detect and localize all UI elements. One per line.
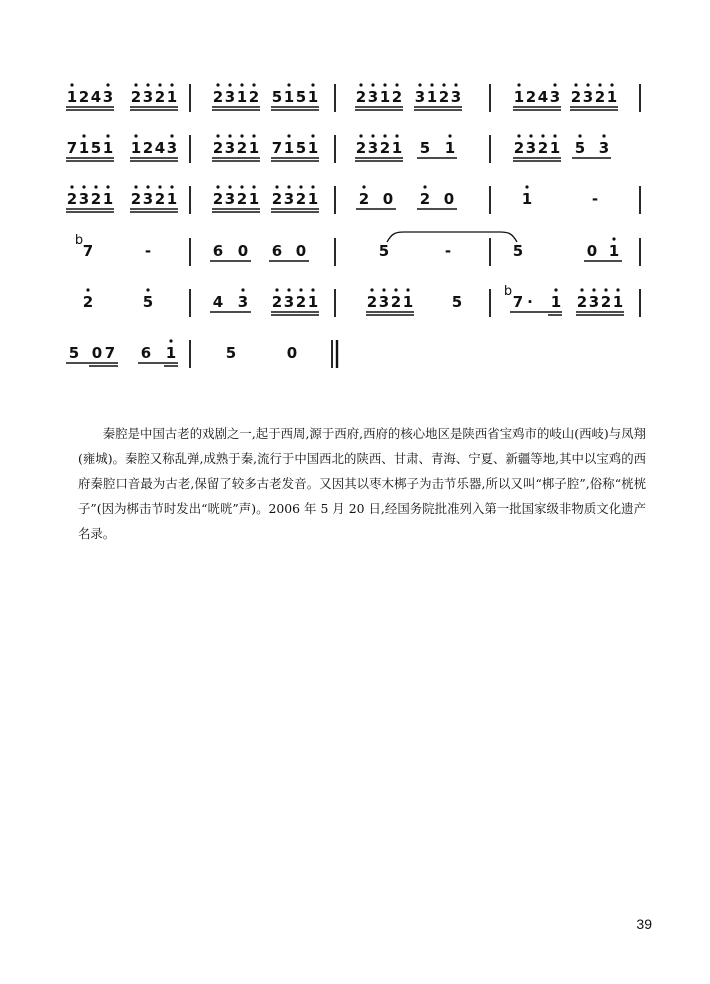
jianpu-note: 4: [537, 88, 549, 106]
octave-dot: [169, 339, 172, 342]
jianpu-note: 3: [166, 139, 178, 157]
jianpu-note: 1: [379, 88, 391, 106]
jianpu-note: -: [591, 190, 599, 208]
jianpu-note: 3: [102, 88, 114, 106]
octave-dot: [362, 185, 365, 188]
jianpu-note: 3: [283, 293, 295, 311]
octave-dot: [616, 288, 619, 291]
jianpu-note: 5: [90, 139, 102, 157]
octave-dot: [383, 134, 386, 137]
jianpu-note: 1: [307, 139, 319, 157]
jianpu-note: 3: [237, 293, 249, 311]
jianpu-note: 5: [574, 139, 586, 157]
octave-dot: [517, 134, 520, 137]
octave-dot: [580, 288, 583, 291]
octave-dot: [252, 134, 255, 137]
jianpu-note: 1: [66, 88, 78, 106]
jianpu-note: 2: [391, 88, 403, 106]
octave-dot: [371, 134, 374, 137]
octave-dot: [382, 288, 385, 291]
jianpu-note: 3: [582, 88, 594, 106]
jianpu-note: 2: [212, 190, 224, 208]
jianpu-note: 1: [283, 139, 295, 157]
octave-dot: [442, 83, 445, 86]
jianpu-note: 2: [78, 88, 90, 106]
intro-paragraph: 秦腔是中国古老的戏剧之一,起于西周,源于西府,西府的核心地区是陕西省宝鸡市的岐山(西岐)与凤翔(雍城)。秦腔又称乱弹,成熟于秦,流行于中国西北的陕西、甘肃、青海、宁夏、新疆等地,其中以宝鸡的西府秦腔口音最为古老,保留了较多古老发音。又因其以枣木梆子为击节乐器,所以又叫“梆子腔”,俗称“桄桄子”(因为梆击节时发出“咣咣”声)。2006 年 5 月 20 日,经国务院批准列入第一批国家级非物质文化遗产名录。: [78, 426, 646, 541]
jianpu-note: 2: [295, 293, 307, 311]
jianpu-note: 1: [236, 88, 248, 106]
jianpu-note: 4: [154, 139, 166, 157]
jianpu-note: -: [444, 242, 452, 260]
jianpu-note: 3: [283, 190, 295, 208]
jianpu-note: 2: [212, 139, 224, 157]
jianpu-note: 1: [283, 88, 295, 106]
jianpu-note: 3: [142, 190, 154, 208]
jianpu-note: 0: [91, 344, 103, 362]
jianpu-note: 2: [570, 88, 582, 106]
jianpu-note: 1: [549, 139, 561, 157]
octave-dot: [299, 288, 302, 291]
octave-dot: [541, 134, 544, 137]
jianpu-note: 5: [419, 139, 431, 157]
jianpu-note: 7: [66, 139, 78, 157]
jianpu-note: 5: [378, 242, 390, 260]
jianpu-score: [0, 0, 710, 380]
octave-dot: [287, 83, 290, 86]
octave-dot: [395, 83, 398, 86]
jianpu-note: 5: [512, 242, 524, 260]
octave-dot: [134, 83, 137, 86]
jianpu-note: 2: [142, 139, 154, 157]
jianpu-note: 2: [576, 293, 588, 311]
octave-dot: [418, 83, 421, 86]
octave-dot: [311, 134, 314, 137]
jianpu-note: 1: [165, 344, 177, 362]
octave-dot: [106, 134, 109, 137]
jianpu-note: 1: [307, 88, 319, 106]
jianpu-note: 3: [588, 293, 600, 311]
octave-dot: [554, 288, 557, 291]
jianpu-note: 1: [78, 139, 90, 157]
octave-dot: [146, 288, 149, 291]
flat-sign: b: [74, 233, 84, 248]
octave-dot: [82, 134, 85, 137]
jianpu-note: 1: [608, 242, 620, 260]
octave-dot: [158, 83, 161, 86]
jianpu-note: -: [144, 242, 152, 260]
jianpu-note: 2: [130, 190, 142, 208]
tie-arc: [387, 232, 517, 242]
jianpu-note: 2: [390, 293, 402, 311]
octave-dot: [553, 83, 556, 86]
jianpu-note: 5: [271, 88, 283, 106]
octave-dot: [406, 288, 409, 291]
octave-dot: [134, 134, 137, 137]
jianpu-note: 3: [414, 88, 426, 106]
octave-dot: [228, 83, 231, 86]
octave-dot: [170, 83, 173, 86]
octave-dot: [94, 185, 97, 188]
jianpu-note: 1: [307, 190, 319, 208]
octave-dot: [216, 134, 219, 137]
octave-dot: [106, 83, 109, 86]
octave-dot: [228, 185, 231, 188]
octave-dot: [602, 134, 605, 137]
jianpu-note: 3: [142, 88, 154, 106]
octave-dot: [70, 185, 73, 188]
jianpu-note: 1: [513, 88, 525, 106]
octave-dot: [287, 288, 290, 291]
jianpu-note: 3: [367, 88, 379, 106]
jianpu-note: 1: [402, 293, 414, 311]
jianpu-note: 3: [78, 190, 90, 208]
octave-dot: [359, 134, 362, 137]
octave-dot: [299, 185, 302, 188]
jianpu-note: 3: [224, 190, 236, 208]
jianpu-note: 5: [68, 344, 80, 362]
jianpu-note: 5: [295, 88, 307, 106]
jianpu-note: 2: [271, 190, 283, 208]
octave-dot: [525, 185, 528, 188]
jianpu-note: 6: [212, 242, 224, 260]
octave-dot: [430, 83, 433, 86]
octave-dot: [604, 288, 607, 291]
octave-dot: [216, 83, 219, 86]
jianpu-note: 1: [606, 88, 618, 106]
jianpu-note: 1: [102, 139, 114, 157]
jianpu-note: 0: [237, 242, 249, 260]
jianpu-note: 5: [295, 139, 307, 157]
jianpu-note: 1: [307, 293, 319, 311]
octave-dot: [252, 83, 255, 86]
octave-dot: [574, 83, 577, 86]
jianpu-note: 4: [90, 88, 102, 106]
jianpu-note: 2: [90, 190, 102, 208]
jianpu-note: 1: [248, 139, 260, 157]
jianpu-note: 2: [537, 139, 549, 157]
octave-dot: [70, 83, 73, 86]
octave-dot: [394, 288, 397, 291]
octave-dot: [586, 83, 589, 86]
jianpu-note: 2: [66, 190, 78, 208]
flat-sign: b: [503, 284, 513, 299]
octave-dot: [287, 134, 290, 137]
jianpu-note: 5: [451, 293, 463, 311]
jianpu-note: 1: [426, 88, 438, 106]
jianpu-note: 2: [212, 88, 224, 106]
octave-dot: [146, 83, 149, 86]
octave-dot: [517, 83, 520, 86]
jianpu-note: 2: [236, 190, 248, 208]
jianpu-note: 3: [378, 293, 390, 311]
jianpu-note: 2: [379, 139, 391, 157]
jianpu-note: 1: [102, 190, 114, 208]
jianpu-note: 0: [295, 242, 307, 260]
jianpu-note: 2: [419, 190, 431, 208]
jianpu-note: 7: [104, 344, 116, 362]
octave-dot: [240, 185, 243, 188]
octave-dot: [228, 134, 231, 137]
octave-dot: [82, 185, 85, 188]
jianpu-note: 7: [82, 242, 94, 260]
page-number: 39: [636, 916, 652, 932]
jianpu-note: 0: [443, 190, 455, 208]
jianpu-note: 2: [154, 190, 166, 208]
octave-dot: [578, 134, 581, 137]
jianpu-note: 3: [598, 139, 610, 157]
jianpu-note: 2: [154, 88, 166, 106]
jianpu-note: 7: [512, 293, 524, 311]
jianpu-note: 2: [594, 88, 606, 106]
jianpu-note: 2: [355, 88, 367, 106]
jianpu-note: 1: [166, 190, 178, 208]
octave-dot: [252, 185, 255, 188]
jianpu-note: 2: [248, 88, 260, 106]
octave-dot: [529, 134, 532, 137]
jianpu-note: 1: [550, 293, 562, 311]
jianpu-note: 3: [525, 139, 537, 157]
jianpu-note: 2: [355, 139, 367, 157]
jianpu-note: 3: [367, 139, 379, 157]
jianpu-note: 2: [82, 293, 94, 311]
jianpu-note: 5: [142, 293, 154, 311]
jianpu-note: 2: [236, 139, 248, 157]
octave-dot: [311, 288, 314, 291]
octave-dot: [106, 185, 109, 188]
jianpu-note: 3: [450, 88, 462, 106]
octave-dot: [275, 185, 278, 188]
octave-dot: [598, 83, 601, 86]
jianpu-note: 7: [271, 139, 283, 157]
octave-dot: [454, 83, 457, 86]
octave-dot: [371, 83, 374, 86]
octave-dot: [86, 288, 89, 291]
jianpu-note: 2: [525, 88, 537, 106]
jianpu-note: 6: [140, 344, 152, 362]
jianpu-note: 3: [549, 88, 561, 106]
jianpu-note: 1: [391, 139, 403, 157]
jianpu-note: 2: [513, 139, 525, 157]
octave-dot: [423, 185, 426, 188]
jianpu-note: 1: [130, 139, 142, 157]
octave-dot: [216, 185, 219, 188]
octave-dot: [612, 237, 615, 240]
jianpu-note: 1: [248, 190, 260, 208]
jianpu-note: 3: [224, 88, 236, 106]
octave-dot: [359, 83, 362, 86]
octave-dot: [311, 185, 314, 188]
octave-dot: [170, 134, 173, 137]
octave-dot: [287, 185, 290, 188]
jianpu-note: 0: [286, 344, 298, 362]
octave-dot: [592, 288, 595, 291]
octave-dot: [275, 288, 278, 291]
jianpu-note: 2: [271, 293, 283, 311]
jianpu-note: 2: [600, 293, 612, 311]
jianpu-note: 5: [225, 344, 237, 362]
jianpu-note: 2: [130, 88, 142, 106]
jianpu-note: 1: [612, 293, 624, 311]
jianpu-note: 1: [444, 139, 456, 157]
octave-dot: [370, 288, 373, 291]
octave-dot: [311, 83, 314, 86]
jianpu-note: ·: [527, 293, 533, 311]
jianpu-note: 2: [358, 190, 370, 208]
jianpu-note: 1: [521, 190, 533, 208]
jianpu-note: 2: [366, 293, 378, 311]
jianpu-note: 4: [212, 293, 224, 311]
octave-dot: [134, 185, 137, 188]
octave-dot: [610, 83, 613, 86]
jianpu-note: 2: [438, 88, 450, 106]
octave-dot: [240, 83, 243, 86]
octave-dot: [170, 185, 173, 188]
octave-dot: [448, 134, 451, 137]
octave-dot: [383, 83, 386, 86]
jianpu-note: 1: [166, 88, 178, 106]
jianpu-note: 0: [586, 242, 598, 260]
octave-dot: [158, 185, 161, 188]
octave-dot: [241, 288, 244, 291]
jianpu-note: 0: [382, 190, 394, 208]
jianpu-note: 2: [295, 190, 307, 208]
octave-dot: [240, 134, 243, 137]
octave-dot: [553, 134, 556, 137]
octave-dot: [146, 185, 149, 188]
octave-dot: [395, 134, 398, 137]
jianpu-note: 6: [271, 242, 283, 260]
jianpu-note: 3: [224, 139, 236, 157]
